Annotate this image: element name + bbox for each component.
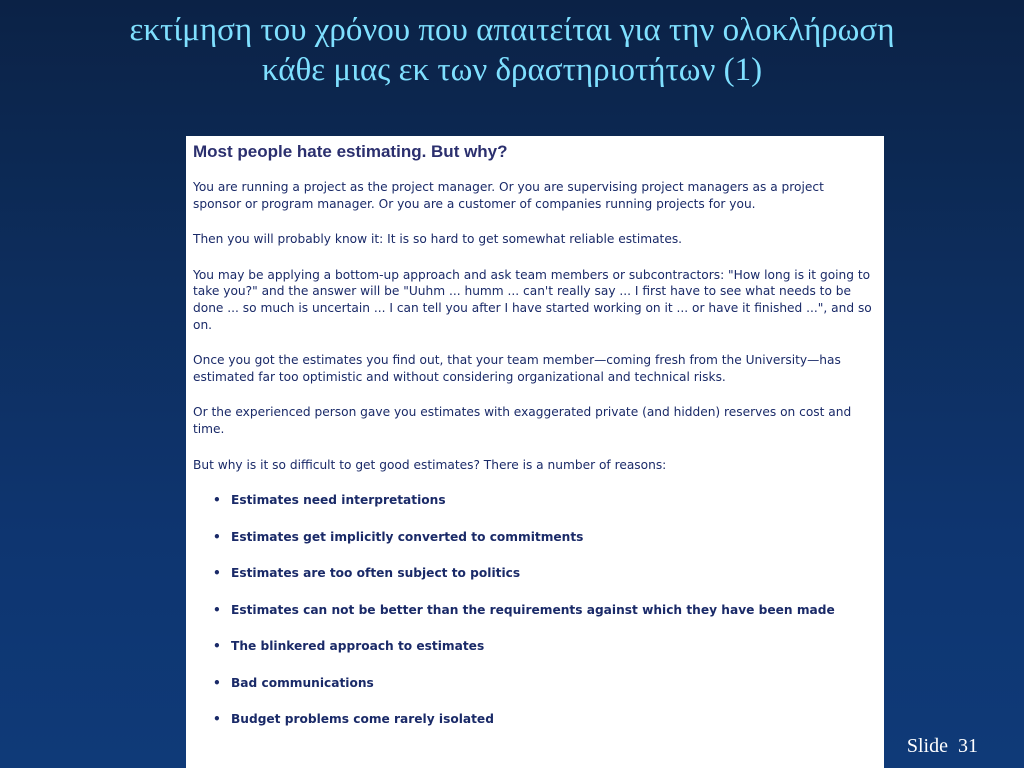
reason-text: The blinkered approach to estimates xyxy=(231,639,485,654)
reasons-list xyxy=(193,492,874,727)
reason-item xyxy=(213,602,874,618)
reason-item xyxy=(213,492,874,508)
bullet-icon: • xyxy=(213,566,221,581)
reason-item xyxy=(213,711,874,727)
paragraph-4: Once you got the estimates you find out, that your team member—coming fresh from the University—has estimated far too optimistic and without considering organizational and technical risks. xyxy=(193,353,841,384)
bullet-icon: • xyxy=(213,639,221,654)
slide-title xyxy=(0,10,1024,90)
bullet-icon: • xyxy=(213,602,221,617)
reason-item xyxy=(213,638,874,654)
slide-title-line-1: εκτίμηση του χρόνου που απαιτείται για την ολοκλήρωση xyxy=(129,12,895,48)
bullet-icon: • xyxy=(213,493,221,508)
paragraph-3: You may be applying a bottom-up approach and ask team members or subcontractors: "How long is it going to take you?" and the answer will be "Uuhm ... humm ... can't really say ... I first have to see what needs to be done ... so much is uncertain ... I can tell you after I have started working on it ... or have it finished ...", and so on. xyxy=(193,267,872,332)
slide-footer xyxy=(907,735,978,758)
paragraph-2: Then you will probably know it: It is so hard to get somewhat reliable estimates. xyxy=(193,232,683,247)
slide-title-line-2: κάθε μιας εκ των δραστηριοτήτων (1) xyxy=(261,52,763,88)
reason-item xyxy=(213,565,874,581)
reason-text: Budget problems come rarely isolated xyxy=(231,712,494,727)
bullet-icon: • xyxy=(213,712,221,727)
reason-text: Estimates are too often subject to politics xyxy=(231,566,521,581)
reason-text: Estimates need interpretations xyxy=(231,493,446,508)
article-heading: Most people hate estimating. But why? xyxy=(193,142,508,161)
reason-item xyxy=(213,529,874,545)
paragraph-5: Or the experienced person gave you estimates with exaggerated private (and hidden) reserves on cost and time. xyxy=(193,405,852,436)
slide-label: Slide xyxy=(906,735,948,757)
paragraph-1: You are running a project as the project manager. Or you are supervising project managers as a project sponsor or program manager. Or you are a customer of companies running projects for you. xyxy=(193,180,824,211)
reason-item xyxy=(213,675,874,691)
paragraph-6: But why is it so difficult to get good estimates? There is a number of reasons: xyxy=(193,457,667,472)
bullet-icon: • xyxy=(213,529,221,544)
reason-text: Estimates get implicitly converted to commitments xyxy=(231,529,584,544)
article-screenshot-panel xyxy=(186,136,884,768)
slide-number: 31 xyxy=(958,735,978,757)
bullet-icon: • xyxy=(213,675,221,690)
reason-text: Estimates can not be better than the requirements against which they have been made xyxy=(231,602,835,617)
reason-text: Bad communications xyxy=(231,675,374,690)
